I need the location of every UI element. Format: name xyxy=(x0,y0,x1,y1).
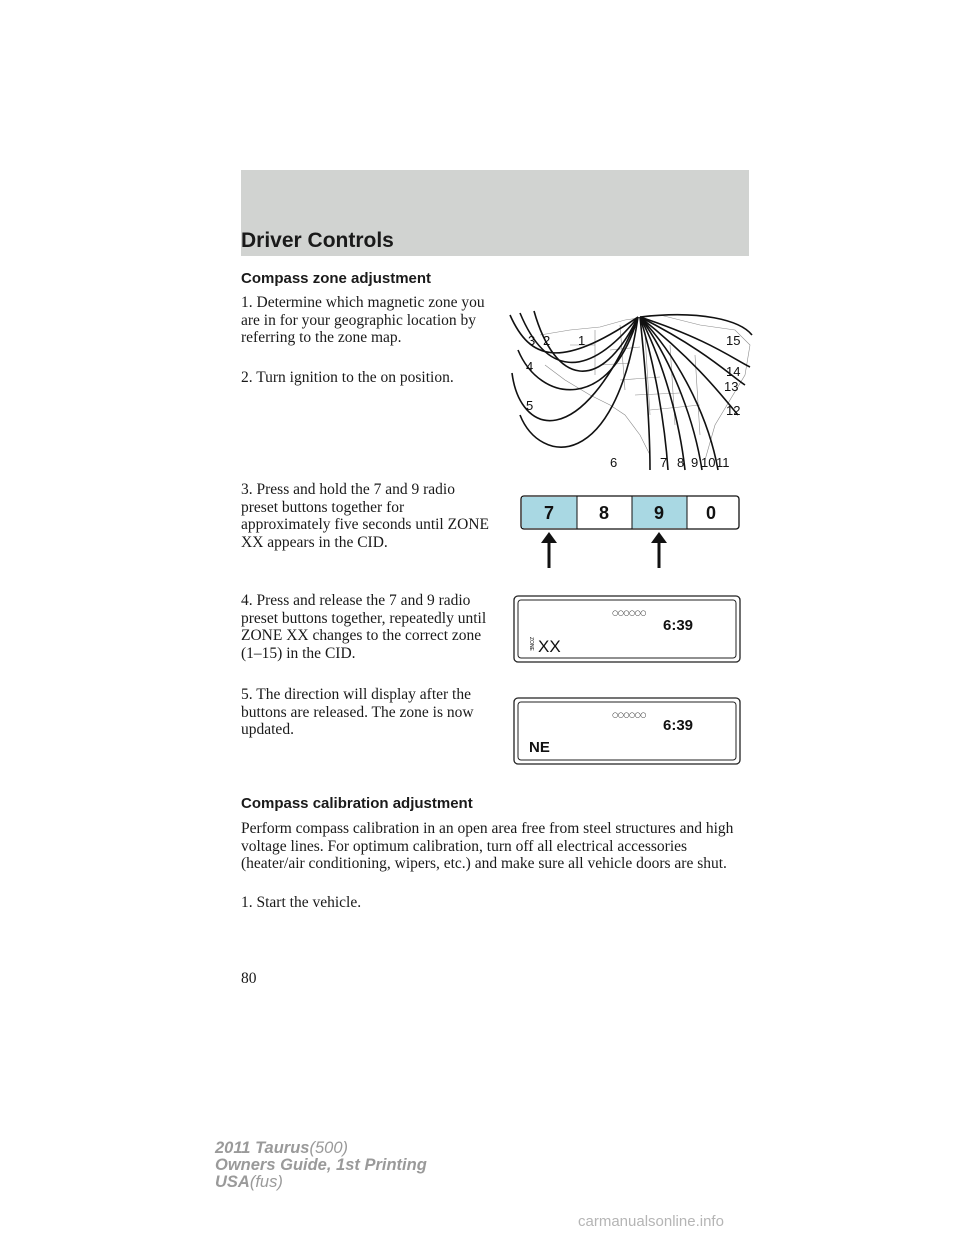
watermark: carmanualsonline.info xyxy=(578,1213,724,1230)
magnetic-zone-map xyxy=(500,305,755,475)
zone-label-3: 3 xyxy=(528,333,536,348)
step-4: 4. Press and release the 7 and 9 radio preset buttons together, repeatedly until ZONE XX changes to the correct zone (1–15) in the CID. xyxy=(241,592,487,662)
zone-label-14: 14 xyxy=(726,364,741,379)
cid-time: 6:39 xyxy=(663,617,694,634)
zone-label-5: 5 xyxy=(526,398,534,413)
cid-display-zone xyxy=(513,595,741,663)
radio-preset-buttons xyxy=(510,490,745,570)
document-footer xyxy=(215,1140,427,1191)
footer-guide: Owners Guide, 1st Printing xyxy=(215,1156,427,1174)
section-heading-zone: Compass zone adjustment xyxy=(241,270,432,287)
page-number: 80 xyxy=(241,970,257,987)
zone-label-12: 12 xyxy=(726,403,741,418)
zone-label-4: 4 xyxy=(526,359,534,374)
section-heading-calibration: Compass calibration adjustment xyxy=(241,795,473,812)
zone-label-11: 11 xyxy=(716,455,730,470)
footer-model: 2011 Taurus xyxy=(215,1139,310,1157)
cid-direction-value: NE xyxy=(529,739,550,756)
zone-label-1: 1 xyxy=(578,333,586,348)
zone-label-6: 6 xyxy=(610,455,618,470)
preset-button-0: 0 xyxy=(705,503,717,523)
page-section-title: Driver Controls xyxy=(241,229,394,252)
cid-indicator-row: ○○○○○○ xyxy=(612,609,646,617)
zone-label-15: 15 xyxy=(726,333,741,348)
zone-label-8: 8 xyxy=(677,455,685,470)
preset-button-8: 8 xyxy=(598,503,610,523)
cid-indicator-row: ○○○○○○ xyxy=(612,711,646,719)
zone-label-13: 13 xyxy=(724,379,739,394)
cid-time: 6:39 xyxy=(663,717,694,734)
step-3: 3. Press and hold the 7 and 9 radio preset buttons together for approximately five seconds until ZONE XX appears in the CID. xyxy=(241,481,489,551)
zone-label-10: 10 xyxy=(701,455,716,470)
zone-label-2: 2 xyxy=(543,333,551,348)
preset-button-7: 7 xyxy=(543,503,555,523)
step-5: 5. The direction will display after the buttons are released. The zone is now updated. xyxy=(241,686,474,738)
zone-label-7: 7 xyxy=(660,455,668,470)
arrow-up-icon xyxy=(651,532,667,568)
step-1: 1. Determine which magnetic zone you are in for your geographic location by referring to the zone map. xyxy=(241,294,485,346)
zone-label-9: 9 xyxy=(691,455,699,470)
cid-zone-value: XX xyxy=(538,637,561,656)
footer-model-code: (500) xyxy=(309,1139,348,1157)
arrow-up-icon xyxy=(541,532,557,568)
preset-button-9: 9 xyxy=(653,503,665,523)
calibration-step-1: 1. Start the vehicle. xyxy=(241,894,362,911)
footer-market: USA xyxy=(215,1173,250,1191)
footer-market-code: (fus) xyxy=(249,1173,283,1191)
cid-display-direction xyxy=(513,697,741,765)
cid-zone-label: ZONE xyxy=(528,637,534,651)
calibration-intro: Perform compass calibration in an open area free from steel structures and high voltage lines. For optimum calibration, turn off all electrical accessories (heater/air conditioning, wipers, etc.) and make sure all vehicle doors are shut. xyxy=(241,820,734,872)
step-2: 2. Turn ignition to the on position. xyxy=(241,369,454,386)
